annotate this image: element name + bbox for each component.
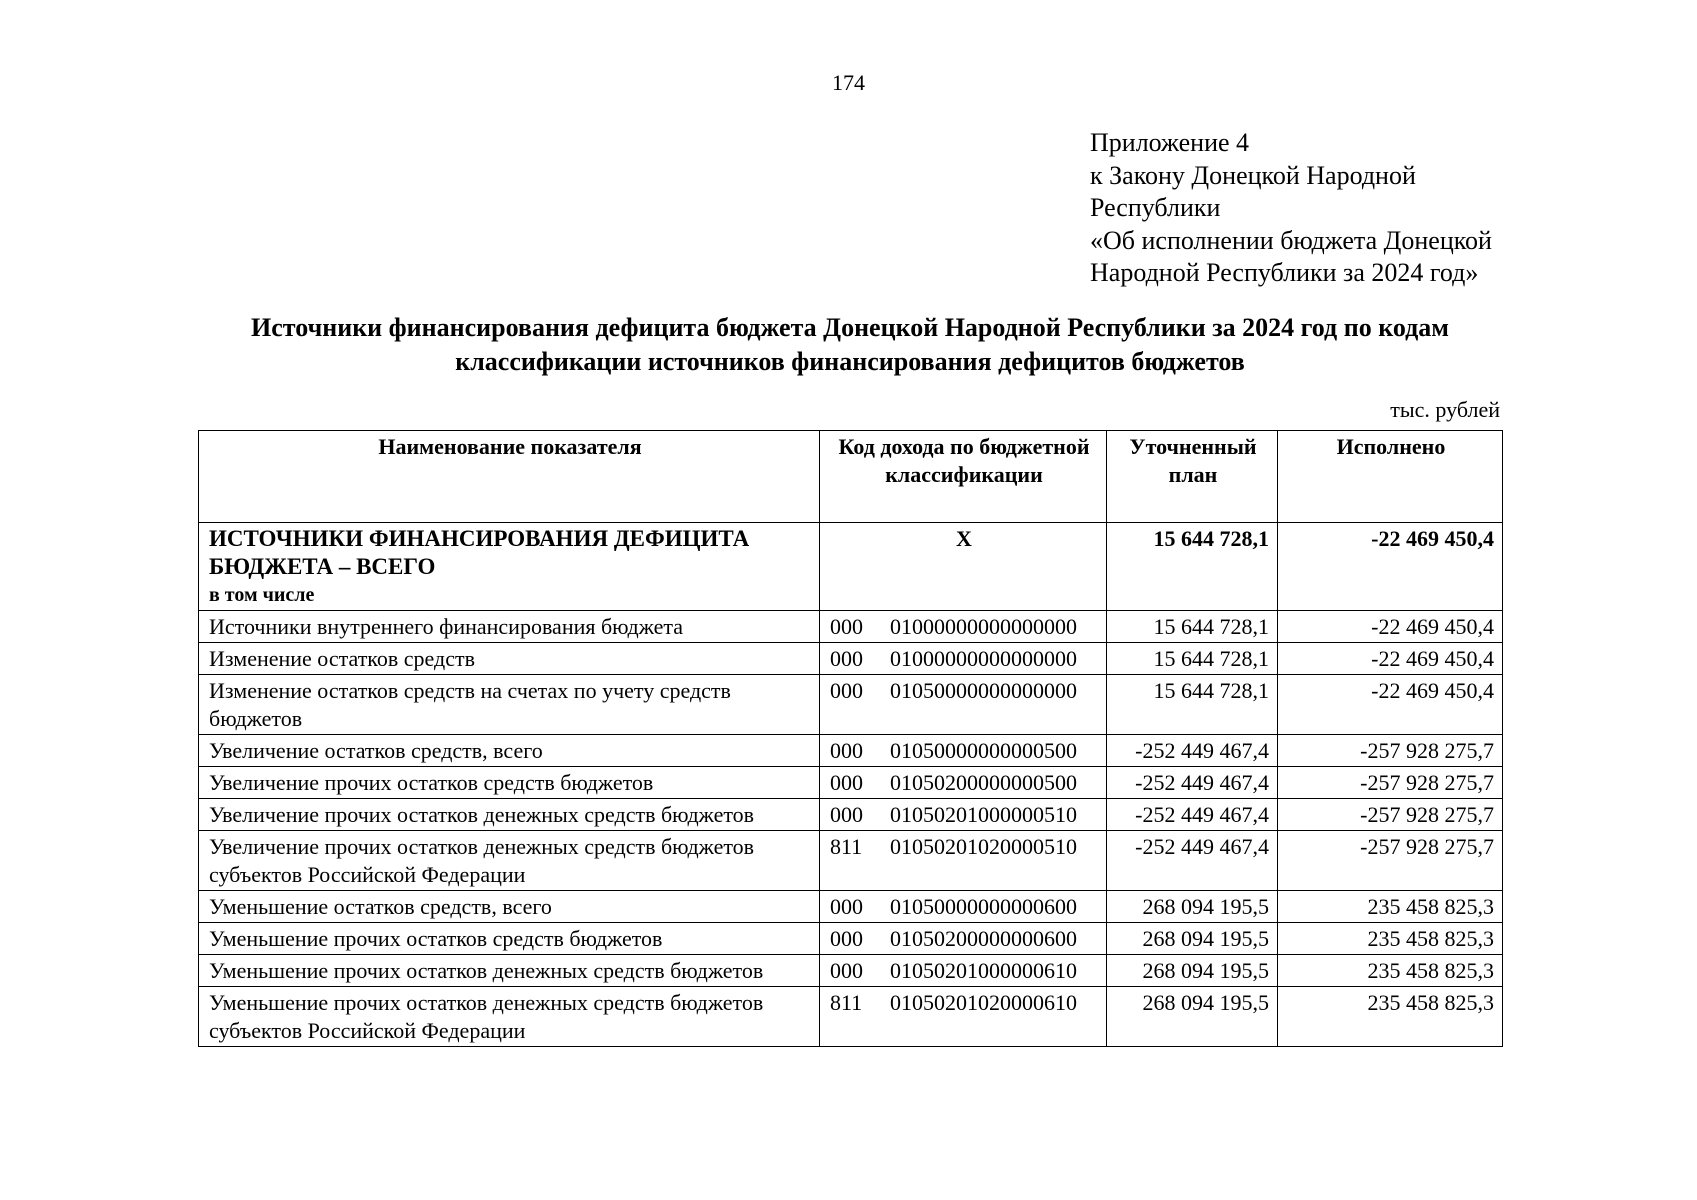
row-classification-code: 01050201020000510 (890, 834, 1077, 859)
row-classification-code: 01050200000000600 (890, 926, 1077, 951)
row-done: -257 928 275,7 (1278, 767, 1503, 799)
title-line: Источники финансирования дефицита бюджета Донецкой Народной Республики за 2024 год по кодам (251, 313, 1449, 342)
row-done: -257 928 275,7 (1278, 735, 1503, 767)
row-done: -257 928 275,7 (1278, 799, 1503, 831)
row-admin-code: 811 (830, 834, 863, 859)
row-plan: -252 449 467,4 (1107, 767, 1278, 799)
table-row (199, 767, 1503, 799)
total-row (199, 523, 1503, 611)
appendix-line: Народной Республики за 2024 год» (1090, 258, 1479, 287)
title-line: классификации источников финансирования дефицитов бюджетов (455, 347, 1245, 376)
row-classification-code: 01050000000000600 (890, 894, 1077, 919)
row-admin-code: 811 (830, 990, 863, 1015)
row-code (820, 955, 1107, 987)
row-code (820, 767, 1107, 799)
row-code (820, 643, 1107, 675)
row-done: -22 469 450,4 (1278, 675, 1503, 735)
header-code: Код дохода по бюджетной классификации (820, 431, 1107, 523)
row-admin-code: 000 (830, 770, 863, 795)
row-plan: 268 094 195,5 (1107, 987, 1278, 1047)
row-classification-code: 01050000000000000 (890, 678, 1077, 703)
table-row (199, 987, 1503, 1047)
table-row (199, 891, 1503, 923)
row-plan: 15 644 728,1 (1107, 643, 1278, 675)
row-done: -22 469 450,4 (1278, 643, 1503, 675)
row-classification-code: 01000000000000000 (890, 646, 1077, 671)
row-code (820, 891, 1107, 923)
row-admin-code: 000 (830, 926, 863, 951)
appendix-line: Республики (1090, 193, 1221, 222)
row-classification-code: 01050201020000610 (890, 990, 1077, 1015)
table-row (199, 923, 1503, 955)
row-code (820, 675, 1107, 735)
row-plan: 268 094 195,5 (1107, 923, 1278, 955)
row-name: Увеличение остатков средств, всего (199, 735, 820, 767)
financing-sources-table (198, 430, 1503, 1047)
row-plan: -252 449 467,4 (1107, 799, 1278, 831)
row-name: Увеличение прочих остатков денежных средств бюджетов субъектов Российской Федерации (199, 831, 820, 891)
row-plan: 268 094 195,5 (1107, 891, 1278, 923)
row-classification-code: 01050200000000500 (890, 770, 1077, 795)
total-plan: 15 644 728,1 (1107, 523, 1278, 611)
header-done: Исполнено (1278, 431, 1503, 523)
row-code (820, 799, 1107, 831)
row-done: 235 458 825,3 (1278, 987, 1503, 1047)
row-classification-code: 01050000000000500 (890, 738, 1077, 763)
row-name: Уменьшение прочих остатков денежных средств бюджетов (199, 955, 820, 987)
row-plan: -252 449 467,4 (1107, 735, 1278, 767)
row-admin-code: 000 (830, 678, 863, 703)
row-classification-code: 01000000000000000 (890, 614, 1077, 639)
row-plan: -252 449 467,4 (1107, 831, 1278, 891)
total-name: ИСТОЧНИКИ ФИНАНСИРОВАНИЯ ДЕФИЦИТА БЮДЖЕТА – ВСЕГО (209, 526, 750, 579)
page-number: 174 (832, 70, 865, 95)
row-admin-code: 000 (830, 614, 863, 639)
table-row (199, 735, 1503, 767)
row-done: -257 928 275,7 (1278, 831, 1503, 891)
total-done: -22 469 450,4 (1278, 523, 1503, 611)
row-plan: 15 644 728,1 (1107, 675, 1278, 735)
row-admin-code: 000 (830, 802, 863, 827)
document-title (150, 311, 1550, 379)
row-code (820, 987, 1107, 1047)
table-header-row (199, 431, 1503, 523)
table-row (199, 643, 1503, 675)
row-plan: 268 094 195,5 (1107, 955, 1278, 987)
total-code: Х (820, 523, 1107, 611)
row-admin-code: 000 (830, 958, 863, 983)
appendix-line: Приложение 4 (1090, 128, 1250, 157)
row-done: 235 458 825,3 (1278, 891, 1503, 923)
row-done: 235 458 825,3 (1278, 923, 1503, 955)
header-plan: Уточненный план (1107, 431, 1278, 523)
table-row (199, 799, 1503, 831)
total-subtitle: в том числе (209, 584, 315, 606)
row-admin-code: 000 (830, 646, 863, 671)
row-name: Источники внутреннего финансирования бюджета (199, 611, 820, 643)
header-name: Наименование показателя (199, 431, 820, 523)
row-code (820, 923, 1107, 955)
table-row (199, 611, 1503, 643)
row-name: Изменение остатков средств на счетах по учету средств бюджетов (199, 675, 820, 735)
row-plan: 15 644 728,1 (1107, 611, 1278, 643)
row-name: Уменьшение остатков средств, всего (199, 891, 820, 923)
row-code (820, 611, 1107, 643)
row-done: -22 469 450,4 (1278, 611, 1503, 643)
row-code (820, 735, 1107, 767)
total-name-cell (199, 523, 820, 611)
table-row (199, 955, 1503, 987)
units-label: тыс. рублей (1390, 397, 1500, 422)
row-name: Увеличение прочих остатков денежных средств бюджетов (199, 799, 820, 831)
row-name: Увеличение прочих остатков средств бюджетов (199, 767, 820, 799)
row-name: Уменьшение прочих остатков средств бюджетов (199, 923, 820, 955)
row-classification-code: 01050201000000610 (890, 958, 1077, 983)
row-classification-code: 01050201000000510 (890, 802, 1077, 827)
row-done: 235 458 825,3 (1278, 955, 1503, 987)
row-admin-code: 000 (830, 738, 863, 763)
appendix-line: к Закону Донецкой Народной (1090, 160, 1416, 190)
row-code (820, 831, 1107, 891)
appendix-block (1090, 127, 1492, 290)
table-row (199, 675, 1503, 735)
row-admin-code: 000 (830, 894, 863, 919)
table-row (199, 831, 1503, 891)
appendix-line: «Об исполнении бюджета Донецкой (1090, 225, 1492, 255)
row-name: Изменение остатков средств (199, 643, 820, 675)
row-name: Уменьшение прочих остатков денежных средств бюджетов субъектов Российской Федерации (199, 987, 820, 1047)
